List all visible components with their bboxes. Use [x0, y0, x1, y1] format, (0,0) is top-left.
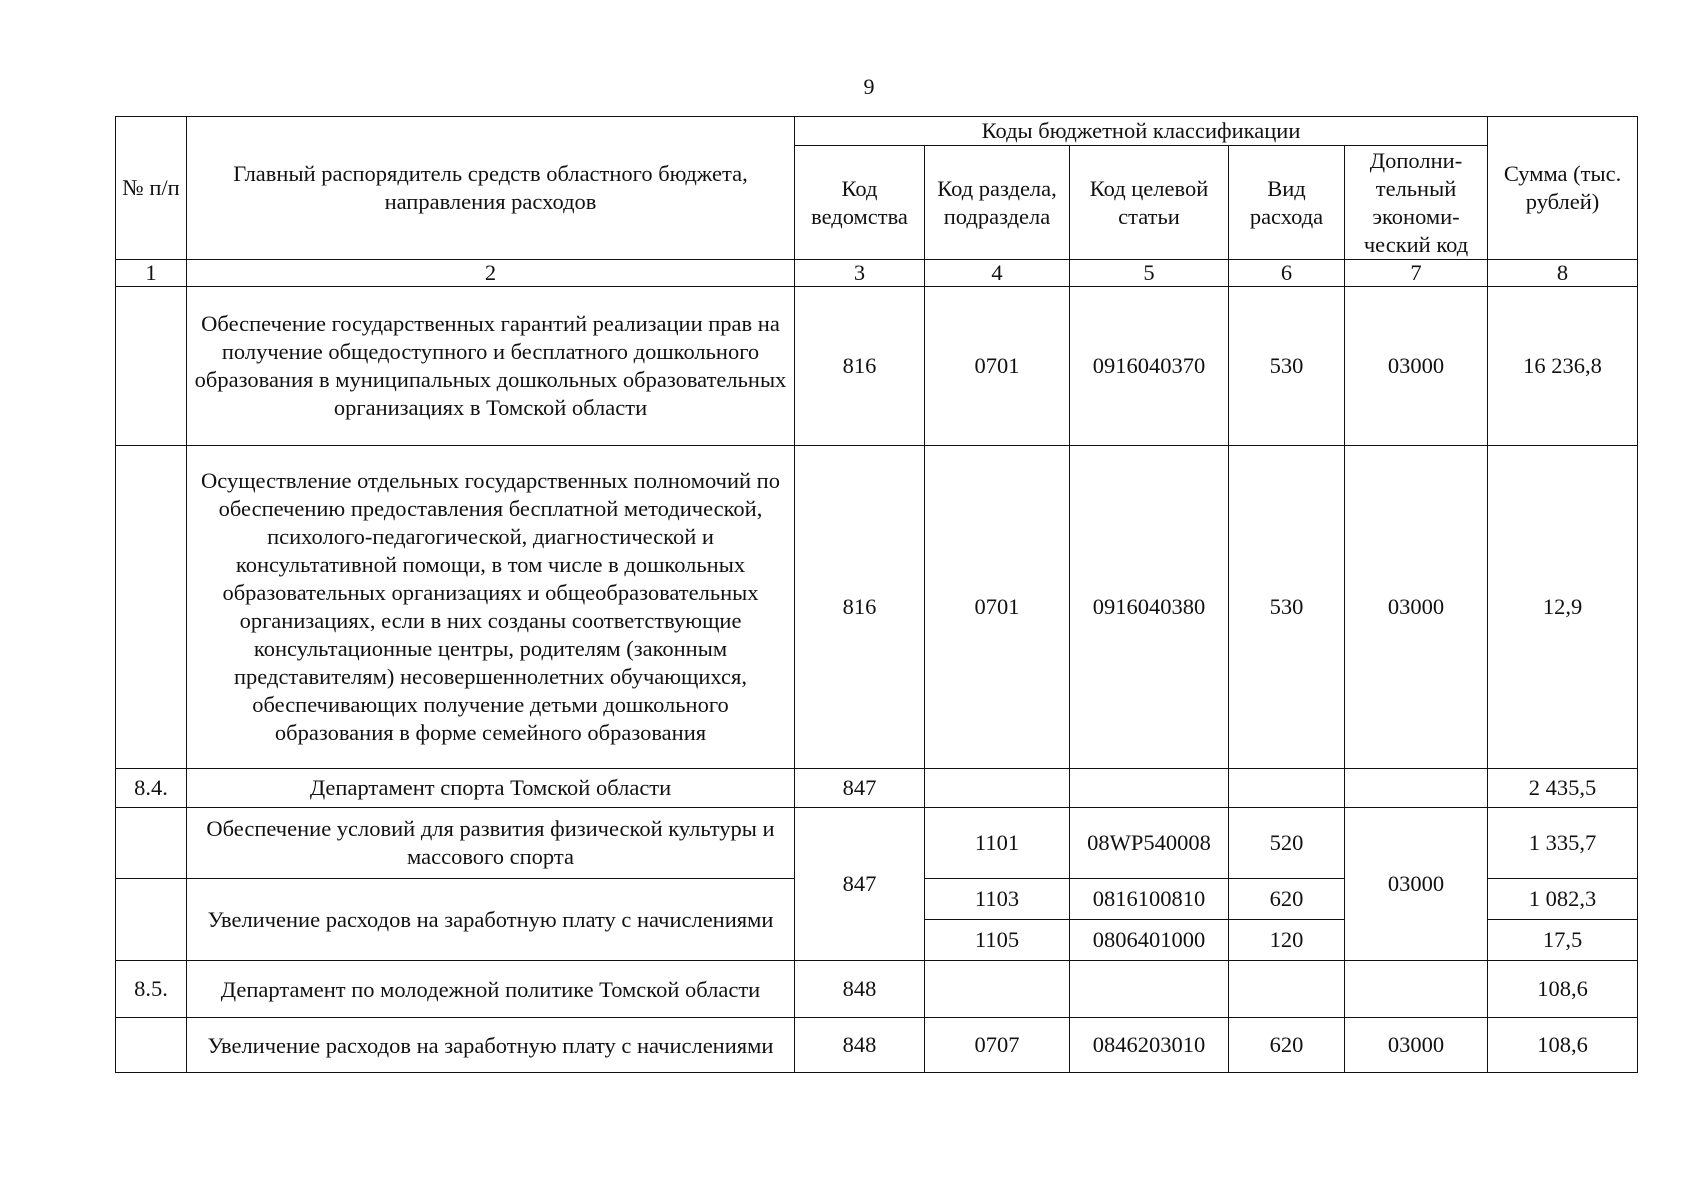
row-sum: 16 236,8 — [1488, 287, 1638, 446]
row-econ-code: 03000 — [1345, 808, 1488, 961]
table-row — [116, 808, 1638, 879]
row-expense-type: 520 — [1229, 808, 1345, 879]
column-number: 2 — [187, 260, 795, 287]
row-sum: 108,6 — [1488, 961, 1638, 1018]
row-expense-type: 530 — [1229, 446, 1345, 769]
row-section-code: 0707 — [925, 1018, 1070, 1073]
row-dept-code: 816 — [795, 446, 925, 769]
row-target-code: 0916040380 — [1070, 446, 1229, 769]
row-expense-type: 620 — [1229, 1018, 1345, 1073]
row-sum: 2 435,5 — [1488, 769, 1638, 808]
row-target-code: 0846203010 — [1070, 1018, 1229, 1073]
row-description: Осуществление отдельных государственных полномочий по обеспечению предоставления бесплатной методической, психолого-педагогической, диагностической и консультативной помощи, в том числе в дошкольных образовательных организациях и общеобразовательных организациях, если в них созданы соответствующие консультационные центры, родителям (законным представителям) несовершеннолетних обучающихся, обеспечивающих получение детьми дошкольного образования в форме семейного образования — [187, 446, 795, 769]
row-num — [116, 879, 187, 961]
row-expense-type: 620 — [1229, 879, 1345, 920]
row-dept-code: 848 — [795, 1018, 925, 1073]
column-number: 3 — [795, 260, 925, 287]
row-expense-type — [1229, 769, 1345, 808]
row-num: 8.4. — [116, 769, 187, 808]
row-econ-code — [1345, 961, 1488, 1018]
row-num — [116, 446, 187, 769]
row-section-code: 0701 — [925, 446, 1070, 769]
header-dept-code: Код ведомства — [795, 146, 925, 260]
row-dept-code: 847 — [795, 769, 925, 808]
page-number: 9 — [863, 74, 875, 99]
row-section-code: 1101 — [925, 808, 1070, 879]
header-budget-codes: Коды бюджетной классификации — [795, 117, 1488, 146]
table-row — [116, 769, 1638, 808]
row-section-code: 1105 — [925, 920, 1070, 961]
row-dept-code: 847 — [795, 808, 925, 961]
header-main: Главный распорядитель средств областного бюджета, направления расходов — [187, 117, 795, 260]
row-description: Обеспечение государственных гарантий реализации прав на получение общедоступного и бесплатного дошкольного образования в муниципальных дошкольных образовательных организациях в Томской области — [187, 287, 795, 446]
column-number: 4 — [925, 260, 1070, 287]
row-num: 8.5. — [116, 961, 187, 1018]
table-row — [116, 1018, 1638, 1073]
row-expense-type: 530 — [1229, 287, 1345, 446]
row-expense-type: 120 — [1229, 920, 1345, 961]
row-dept-code: 848 — [795, 961, 925, 1018]
row-description: Увеличение расходов на заработную плату с начислениями — [187, 879, 795, 961]
column-number: 5 — [1070, 260, 1229, 287]
column-number: 8 — [1488, 260, 1638, 287]
row-sum: 1 335,7 — [1488, 808, 1638, 879]
table-row — [116, 287, 1638, 446]
header-sum: Сумма (тыс. рублей) — [1488, 117, 1638, 260]
row-description: Департамент по молодежной политике Томской области — [187, 961, 795, 1018]
row-econ-code: 03000 — [1345, 287, 1488, 446]
row-sum: 108,6 — [1488, 1018, 1638, 1073]
budget-table — [115, 116, 1638, 1073]
row-section-code: 0701 — [925, 287, 1070, 446]
row-target-code: 0916040370 — [1070, 287, 1229, 446]
header-econ-code: Дополни-тельный экономи-ческий код — [1345, 146, 1488, 260]
row-section-code — [925, 769, 1070, 808]
table-row — [116, 961, 1638, 1018]
table-row — [116, 446, 1638, 769]
row-target-code: 0816100810 — [1070, 879, 1229, 920]
row-description: Увеличение расходов на заработную плату с начислениями — [187, 1018, 795, 1073]
row-sum: 12,9 — [1488, 446, 1638, 769]
row-target-code — [1070, 961, 1229, 1018]
column-number: 6 — [1229, 260, 1345, 287]
column-number: 1 — [116, 260, 187, 287]
row-target-code: 08WP540008 — [1070, 808, 1229, 879]
row-num — [116, 287, 187, 446]
row-section-code: 1103 — [925, 879, 1070, 920]
row-sum: 1 082,3 — [1488, 879, 1638, 920]
row-section-code — [925, 961, 1070, 1018]
header-target-code: Код целевой статьи — [1070, 146, 1229, 260]
row-num — [116, 808, 187, 879]
row-expense-type — [1229, 961, 1345, 1018]
row-econ-code: 03000 — [1345, 446, 1488, 769]
row-num — [116, 1018, 187, 1073]
row-description: Департамент спорта Томской области — [187, 769, 795, 808]
row-econ-code — [1345, 769, 1488, 808]
row-description: Обеспечение условий для развития физической культуры и массового спорта — [187, 808, 795, 879]
row-target-code — [1070, 769, 1229, 808]
column-number: 7 — [1345, 260, 1488, 287]
row-dept-code: 816 — [795, 287, 925, 446]
row-sum: 17,5 — [1488, 920, 1638, 961]
row-target-code: 0806401000 — [1070, 920, 1229, 961]
header-num: № п/п — [116, 117, 187, 260]
row-econ-code: 03000 — [1345, 1018, 1488, 1073]
column-number-row — [116, 260, 1638, 287]
header-section-code: Код раздела, подраздела — [925, 146, 1070, 260]
header-expense-type: Вид расхода — [1229, 146, 1345, 260]
